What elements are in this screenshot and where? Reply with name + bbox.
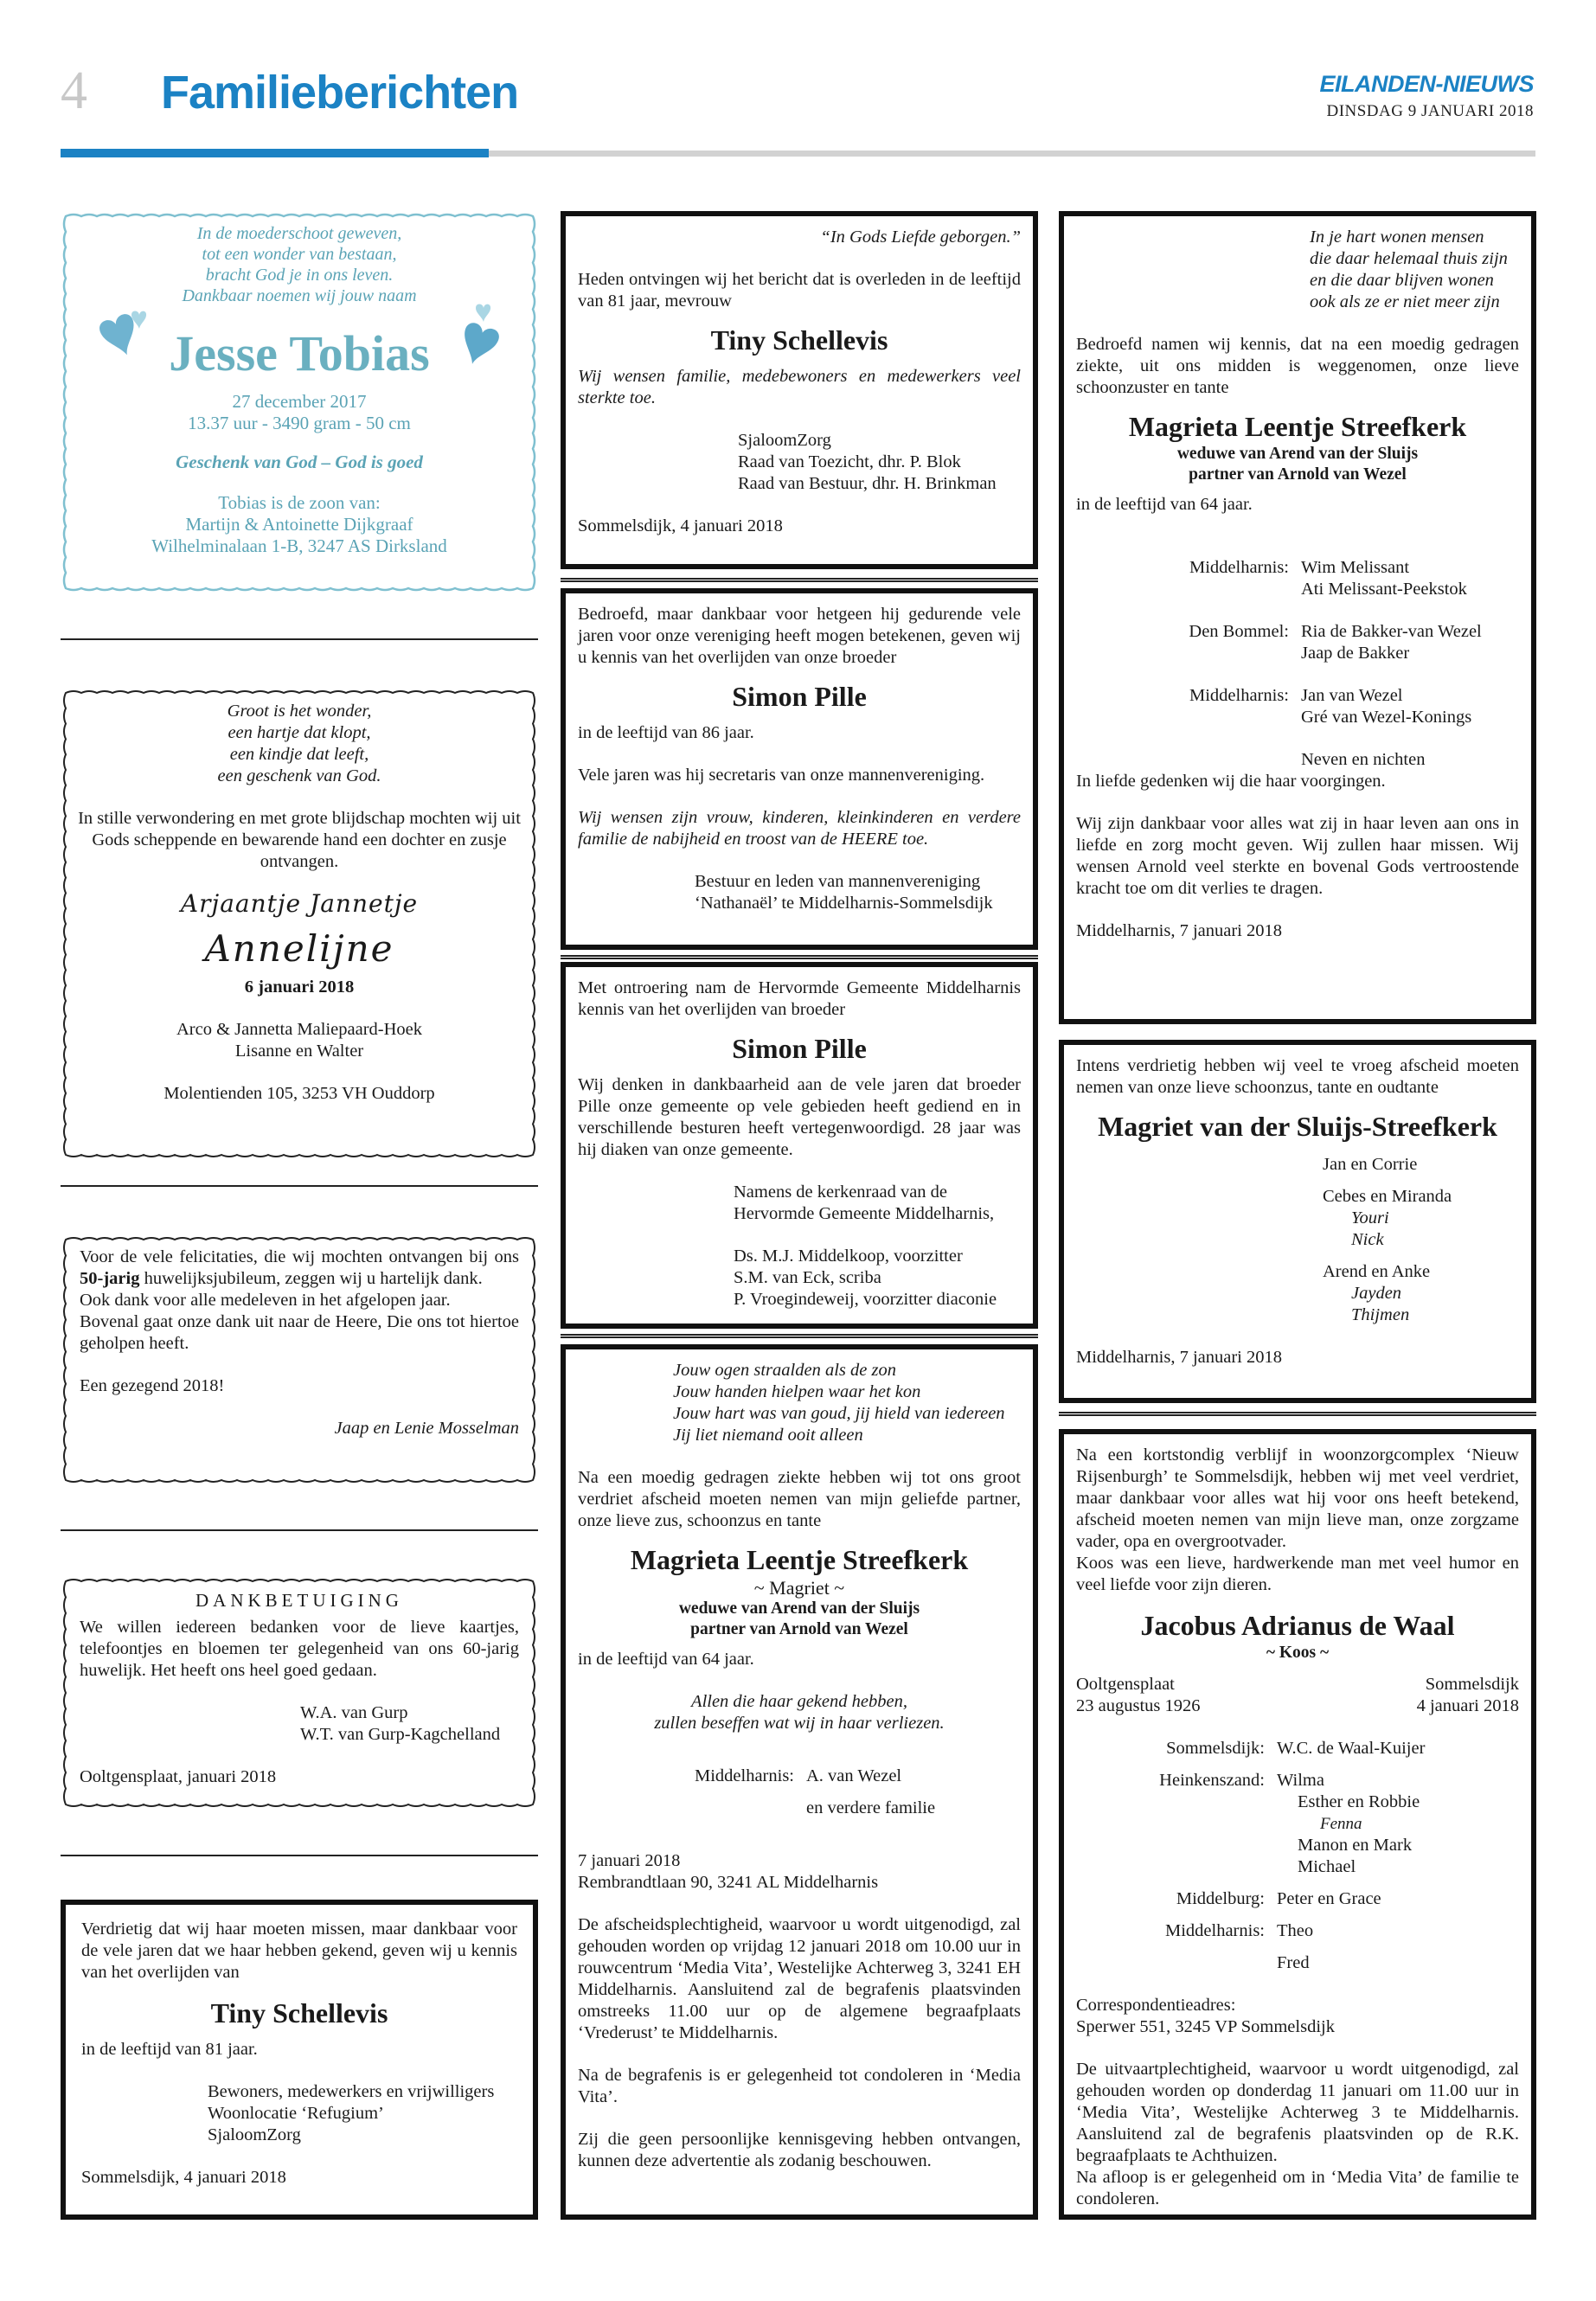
thanks-wish: Een gezegend 2018! — [80, 1376, 225, 1395]
deceased-relation: weduwe van Arend van der Sluijs — [1176, 445, 1419, 463]
obituary-dates — [1076, 1674, 1519, 1717]
family-group: Middelharnis: Wim Melissant Ati Melissant-Peekstok — [1189, 558, 1467, 599]
deceased-name: Magriet van der Sluijs-Streefkerk — [1098, 1111, 1497, 1142]
header-rule-grey — [489, 151, 1535, 157]
dankbetuiging-place: Ooltgensplaat, januari 2018 — [80, 1767, 277, 1786]
section-title: Familieberichten — [161, 67, 519, 119]
obituary-body: Wij zijn dankbaar voor alles wat zij in haar leven aan ons in liefde en zorg mocht geven. Wij zullen haar missen. Wij wensen Arnold veel sterkte en bovenal Gods vertroostende kracht toe om dit verlies te dragen. — [1076, 814, 1519, 898]
family-children: Youri Nick — [1351, 1208, 1389, 1249]
obituary-text: Bedroefd namen wij kennis, dat na een moedig gedragen ziekte, uit ons midden is weggenomen, onze lieve schoonzuster en tante — [1076, 335, 1519, 397]
obituary-family-rest: en verdere familie — [806, 1798, 936, 1817]
column-separator — [61, 1185, 538, 1187]
birth-announcement-jesse — [78, 221, 521, 585]
death-info: Sommelsdijk 4 januari 2018 — [1416, 1675, 1519, 1715]
birth-parents: Tobias is de zoon van: Martijn & Antoinette Dijkgraaf Wilhelminalaan 1-B, 3247 AS Dirksland — [151, 492, 447, 556]
baby-name: Jesse Tobias — [169, 325, 430, 381]
masthead-logo: EILANDEN-NIEUWS — [1319, 71, 1534, 97]
obituary-wish: Wij wensen zijn vrouw, kinderen, kleinkinderen en verdere familie de nabijheid en troost van de HEERE toe. — [578, 808, 1021, 849]
column-separator — [61, 1529, 538, 1531]
header-rule-blue — [61, 149, 489, 157]
correspondence-address: Sperwer 551, 3245 VP Sommelsdijk — [1076, 2017, 1335, 2036]
obituary-funeral: De uitvaartplechtigheid, waarvoor u wordt uitgenodigd, zal gehouden worden op donderdag 11 januari om 11.00 uur in ‘Media Vita’, Westelijke Achterweg 3 te Middelharnis. Aansluitend zal de begrafenis plaatsvinden op de R.K. begraafplaats te Achthuizen. — [1076, 2060, 1519, 2165]
obituary-tiny-schellevis-refugium — [61, 1900, 538, 2220]
column-separator — [561, 955, 1038, 959]
obituary-quote: “In Gods Liefde geborgen.” — [820, 228, 1021, 247]
obituary-text: Bedroefd, maar dankbaar voor hetgeen hij gedurende vele jaren voor onze vereniging heeft mogen betekenen, geven wij u kennis van het overlijden van onze broeder — [578, 605, 1021, 667]
obituary-condole: Na de begrafenis is er gelegenheid tot condoleren in ‘Media Vita’. — [578, 2066, 1021, 2106]
deceased-name: Simon Pille — [732, 1033, 867, 1064]
obituary-memory: In liefde gedenken wij die haar voorgingen. — [1076, 772, 1386, 791]
obituary-family: Middelharnis: A. van Wezel — [694, 1766, 902, 1785]
dankbetuiging-title: DANKBETUIGING — [195, 1590, 403, 1611]
obituary-body: Wij denken in dankbaarheid aan de vele jaren dat broeder Pille onze gemeente op vele gebieden heeft gediend en in verschillende besturen heeft vertegenwoordigd. 28 jaar was hij diaken van onze gemeente. — [578, 1075, 1021, 1159]
obituary-note: Zij die geen persoonlijke kennisgeving hebben ontvangen, kunnen deze advertentie als zodanig beschouwen. — [578, 2130, 1021, 2170]
deceased-relation: partner van Arnold van Wezel — [1189, 465, 1407, 484]
family-group: Jan en Corrie — [1323, 1155, 1418, 1174]
family-group: Middelharnis: Jan van Wezel Gré van Wezel-Konings — [1189, 686, 1472, 727]
birth-date: 6 januari 2018 — [244, 977, 355, 997]
family-group: Sommelsdijk: W.C. de Waal-Kuijer — [1166, 1739, 1426, 1758]
obituary-age: in de leeftijd van 64 jaar. — [1076, 495, 1253, 514]
obituary-magriet-van-der-sluijs — [1059, 1040, 1536, 1403]
heart-icon-left — [90, 308, 151, 369]
family-group: Middelharnis: Theo — [1164, 1921, 1314, 1940]
obituary-tiny-schellevis — [561, 211, 1038, 569]
obituary-age: in de leeftijd van 81 jaar. — [81, 2040, 258, 2059]
family-group: Den Bommel: Ria de Bakker-van Wezel Jaap de Bakker — [1189, 622, 1482, 663]
deceased-name: Jacobus Adrianus de Waal — [1140, 1610, 1455, 1641]
page-number: 4 — [61, 61, 87, 120]
obituary-text-2: Koos was een lieve, hardwerkende man met veel humor en veel liefde voor zijn dieren. — [1076, 1554, 1519, 1594]
heart-icon-right — [450, 303, 510, 372]
baby-name: Annelijne — [204, 927, 394, 970]
column-separator — [61, 1855, 538, 1856]
obituary-place: Sommelsdijk, 4 januari 2018 — [81, 2168, 286, 2187]
deceased-name: Simon Pille — [732, 681, 867, 712]
obituary-condole: Na afloop is er gelegenheid om in ‘Media Vita’ de familie te condoleren. — [1076, 2168, 1519, 2208]
obituary-signature: SjaloomZorg Raad van Toezicht, dhr. P. Blok Raad van Bestuur, dhr. H. Brinkman — [738, 431, 997, 493]
obituary-place: Middelharnis, 7 januari 2018 — [1076, 921, 1282, 940]
deceased-name: Magrieta Leentje Streefkerk — [630, 1544, 969, 1575]
obituary-text: Na een kortstondig verblijf in woonzorgcomplex ‘Nieuw Rijsenburgh’ te Sommelsdijk, hebben wij met veel verdriet, maar dankbaar voor alles wat hij voor ons heeft betekend, afscheid moeten nemen van mijn lieve man, onze zorgzame vader, opa en overgrootvader. — [1076, 1445, 1519, 1551]
obituary-poem: In je hart wonen mensen die daar helemaal thuis zijn en die daar blijven wonen ook als ze er niet meer zijn — [1310, 228, 1508, 311]
obituary-signature: Bestuur en leden van mannenvereniging ‘Nathanaël’ te Middelharnis-Sommelsdijk — [695, 872, 993, 913]
deceased-relation: weduwe van Arend van der Sluijs — [678, 1599, 920, 1618]
column-separator — [561, 578, 1038, 582]
family-children: Jayden Thijmen — [1351, 1284, 1410, 1324]
obituary-place: Sommelsdijk, 4 januari 2018 — [578, 516, 783, 535]
birth-poem-2: Groot is het wonder, een hartje dat klopt, een kindje dat leeft, een geschenk van God. — [217, 702, 381, 785]
birth-text: In stille verwondering en met grote blijdschap mochten wij uit Gods scheppende en bewarende hand een dochter en zusje ontvangen. — [78, 809, 521, 871]
family-group: Fred — [1277, 1953, 1310, 1972]
obituary-age: in de leeftijd van 86 jaar. — [578, 723, 754, 742]
column-separator — [1059, 1412, 1536, 1416]
deceased-nickname: ~ Koos ~ — [1266, 1644, 1330, 1662]
family-group: Arend en Anke — [1323, 1262, 1431, 1281]
thanks-text: Voor de vele felicitaties, die wij mochten ontvangen bij ons 50-jarig huwelijksjubileum, zeggen wij u hartelijk dank. — [80, 1247, 519, 1288]
dankbetuiging-text: We willen iedereen bedanken voor de lieve kaartjes, telefoontjes en bloemen ter gelegenheid van ons 60-jarig huwelijk. Het heeft ons heel goed gedaan. — [80, 1618, 519, 1680]
column-separator — [561, 1334, 1038, 1338]
family-group: Middelburg: Peter en Grace — [1176, 1889, 1381, 1908]
obituary-age: in de leeftijd van 64 jaar. — [578, 1650, 754, 1669]
obituary-signature: Bewoners, medewerkers en vrijwilligers Woonlocatie ‘Refugium’ SjaloomZorg — [208, 2082, 495, 2144]
birth-announcement-annelijne — [78, 701, 521, 1150]
obituary-text: Heden ontvingen wij het bericht dat is overleden in de leeftijd van 81 jaar, mevrouw — [578, 270, 1021, 311]
birth-address: Molentienden 105, 3253 VH Ouddorp — [163, 1084, 435, 1103]
family-group: Heinkenszand: Wilma Esther en Robbie Fenna Manon en Mark Michael — [1159, 1771, 1420, 1876]
deceased-nickname: ~ Magriet ~ — [753, 1577, 845, 1599]
thanks-line: Bovenal gaat onze dank uit naar de Heere, Die ons tot hiertoe geholpen heeft. — [80, 1312, 519, 1353]
deceased-name: Magrieta Leentje Streefkerk — [1128, 411, 1467, 442]
publication-date: DINSDAG 9 JANUARI 2018 — [1326, 102, 1534, 120]
thanks-line: Ook dank voor alle medeleven in het afgelopen jaar. — [80, 1291, 451, 1310]
obituary-magrieta-streefkerk-family — [561, 1344, 1038, 2220]
birth-details: 27 december 2017 13.37 uur - 3490 gram - 50 cm — [188, 391, 411, 433]
column-separator — [61, 638, 538, 640]
obituary-simon-pille-mannenvereniging — [561, 588, 1038, 950]
obituary-simon-pille-kerkenraad — [561, 962, 1038, 1329]
obituary-text: Intens verdrietig hebben wij veel te vroeg afscheid moeten nemen van onze lieve schoonzus, tante en oudtante — [1076, 1056, 1519, 1097]
obituary-text: Met ontroering nam de Hervormde Gemeente Middelharnis kennis van het overlijden van broeder — [578, 978, 1021, 1019]
obituary-place: Middelharnis, 7 januari 2018 — [1076, 1348, 1282, 1367]
obituary-poem: Jouw ogen straalden als de zon Jouw handen hielpen waar het kon Jouw hart was van goud, jij hield van iedereen Jij liet niemand ooit alleen — [673, 1361, 1005, 1445]
obituary-role: Vele jaren was hij secretaris van onze mannenvereniging. — [578, 766, 985, 785]
obituary-funeral: De afscheidsplechtigheid, waarvoor u wordt uitgenodigd, zal gehouden worden op vrijdag 12 januari 2018 om 10.00 uur in rouwcentrum ‘Media Vita’, Westelijke Achterweg 3, 3241 EH Middelharnis. Aansluitend zal de begrafenis plaatsvinden omstreeks 11.00 uur op de algemene begraafplaats ‘Vrederust’ te Middelharnis. — [578, 1915, 1021, 2042]
obituary-quote: Allen die haar gekend hebben, zullen beseffen wat wij in haar verliezen. — [654, 1692, 945, 1733]
obituary-magrieta-streefkerk — [1059, 211, 1536, 1024]
dankbetuiging-signature: W.A. van Gurp W.T. van Gurp-Kagchelland — [300, 1703, 501, 1744]
family-rest: Neven en nichten — [1301, 750, 1426, 769]
obituary-wish: Wij wensen familie, medebewoners en medewerkers veel sterkte toe. — [578, 367, 1021, 407]
obituary-date: 7 januari 2018 — [578, 1851, 681, 1870]
dankbetuiging — [80, 1590, 519, 1801]
obituary-text: Na een moedig gedragen ziekte hebben wij tot ons groot verdriet afscheid moeten nemen van mijn geliefde partner, onze lieve zus, schoonzus en tante — [578, 1468, 1021, 1530]
baby-name-first: Arjaantje Jannetje — [180, 889, 419, 918]
deceased-relation: partner van Arnold van Wezel — [690, 1620, 908, 1638]
birth-poem: In de moederschoot geweven, tot een wonder van bestaan, bracht God je in ons leven. Dankbaar noemen wij jouw naam — [182, 224, 417, 305]
birth-info: Ooltgensplaat 23 augustus 1926 — [1076, 1675, 1201, 1715]
obituary-address: Rembrandtlaan 90, 3241 AL Middelharnis — [578, 1873, 879, 1892]
birth-motto: Geschenk van God – God is goed — [176, 452, 423, 472]
thanks-signature: Jaap en Lenie Mosselman — [334, 1419, 519, 1438]
anniversary-thanks — [80, 1247, 519, 1475]
family-group: Cebes en Miranda — [1323, 1187, 1452, 1206]
obituary-signature: Namens de kerkenraad van de Hervormde Gemeente Middelharnis, — [734, 1183, 995, 1223]
birth-parents-2: Arco & Jannetta Maliepaard-Hoek Lisanne en Walter — [176, 1020, 423, 1061]
obituary-jacobus-de-waal — [1059, 1429, 1536, 2220]
obituary-text: Verdrietig dat wij haar moeten missen, maar dankbaar voor de vele jaren dat we haar hebben gekend, geven wij u kennis van het overlijden van — [81, 1920, 517, 1982]
deceased-name: Tiny Schellevis — [710, 324, 888, 356]
correspondence-label: Correspondentieadres: — [1076, 1996, 1236, 2015]
obituary-signature-names: Ds. M.J. Middelkoop, voorzitter S.M. van Eck, scriba P. Vroegindeweij, voorzitter diaconie — [734, 1247, 997, 1309]
deceased-name: Tiny Schellevis — [210, 1997, 388, 2029]
